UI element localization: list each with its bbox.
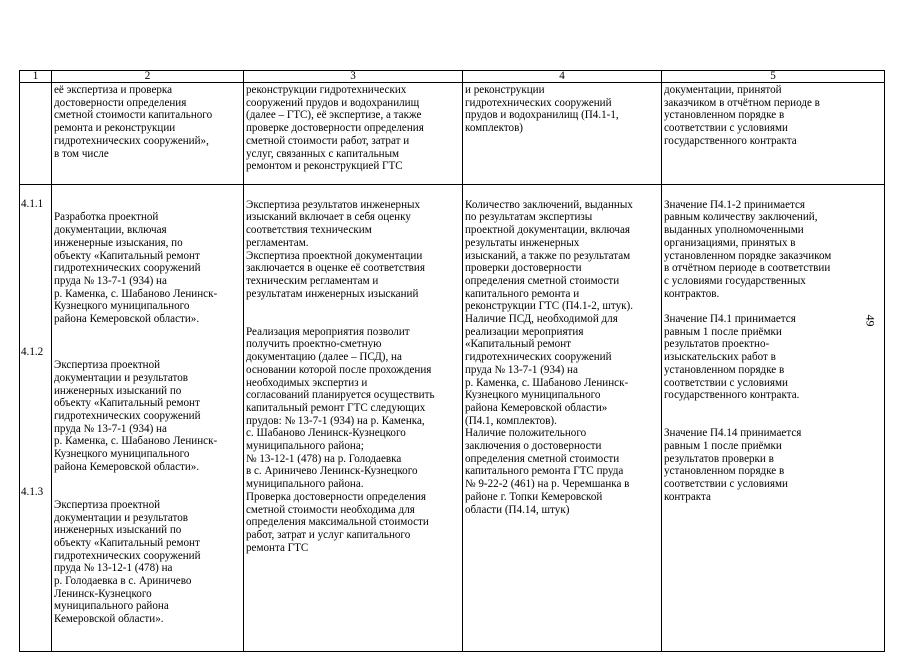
intro-cell-method: документации, принятой заказчиком в отчётном периоде в установленном порядке в соответствии с условиями государственного контракта [662,83,885,185]
table-row-measures [20,185,885,652]
intro-cell-number [20,83,52,185]
table-row-intro [20,83,885,185]
page-number: 49 [863,314,878,327]
item-number: 4.1.3 [21,486,44,499]
measure-numbers-cell [20,185,52,652]
measure-description-cell [244,185,463,652]
method-text: Значение П4.1-2 принимается равным количеству заключений, выданных уполномоченными организациями, принятых в установленном порядке заказчиком в отчётном периоде в соответствии с условиями государственных контрактов. Значение П4.1 принимается равным 1 после приёмки результатов проектно- изыскательских работ в установленном порядке в соответствии с условиями государственного контракта. Значение П4.14 принимается равным 1 после приёмки результатов проверки в установленном порядке в соответствии с условиями контракта [664,198,832,503]
intro-cell-indicator: и реконструкции гидротехнических сооружений прудов и водохранилищ (П4.1-1, комплектов) [463,83,662,185]
intro-cell-name: её экспертиза и проверка достоверности определения сметной стоимости капитального ремонта и реконструкции гидротехнических сооружений», в том числе [52,83,244,185]
header-row [20,71,885,83]
header-cell-2: 2 [52,71,244,83]
measure-indicator-cell [463,185,662,652]
measure-names-cell [52,185,244,652]
header-cell-4: 4 [463,71,662,83]
item-number: 4.1.1 [21,197,44,210]
intro-cell-description: реконструкции гидротехнических сооружений прудов и водохранилищ (далее – ГТС), её экспертизе, а также проверке достоверности определения сметной стоимости работ, затрат и услуг, связанных с капитальным ремонтом и реконструкцией ГТС [244,83,463,185]
indicator-text: Количество заключений, выданных по результатам экспертизы проектной документации, включая результаты инженерных изысканий, а также по результатам проверки достоверности определения сметной стоимости капитального ремонта и реконструкции ГТС (П4.1-2, штук). Наличие ПСД, необходимой для реализации мероприятия «Капитальный ремонт гидротехнических сооружений пруда № 13-7-1 (934) на р. Каменка, с. Шабаново Ленинск- Кузнецкого муниципального района Кемеровской области» (П4.1, комплектов). Наличие положительного заключения о достоверности определения сметной стоимости капитального ремонта ГТС пруда № 9-22-2 (461) на р. Черемшанка в районе г. Топки Кемеровской области (П4.14, штук) [465,198,633,516]
document-table [19,70,885,652]
measure-method-cell [662,185,885,652]
description-text: Экспертиза результатов инженерных изысканий включает в себя оценку соответствия техническим регламентам. Экспертиза проектной документации заключается в оценке её соответствия техническим регламентам и результатам инженерных изысканий Реализация мероприятия позволит получить проектно-сметную документацию (далее – ПСД), на основании которой после прохождения необходимых экспертиз и согласований планируется осуществить капитальный ремонт ГТС следующих прудов: № 13-7-1 (934) на р. Каменка, с. Шабаново Ленинск-Кузнецкого муниципального района; № 13-12-1 (478) на р. Голодаевка в с. Ариничево Ленинск-Кузнецкого муниципального района. Проверка достоверности определения сметной стоимости необходима для определения максимальной стоимости работ, затрат и услуг капитального ремонта ГТС [246,198,435,554]
header-cell-1: 1 [20,71,52,83]
header-cell-3: 3 [244,71,463,83]
header-cell-5: 5 [662,71,885,83]
item-name: Разработка проектной документации, включая инженерные изыскания, по объекту «Капитальный ремонт гидротехнических сооружений пруда № 13-7-1 (934) на р. Каменка, с. Шабаново Ленинск- Кузнецкого муниципального района Кемеровской области». [54,211,218,326]
item-number: 4.1.2 [21,346,44,359]
item-name: Экспертиза проектной документации и результатов инженерных изысканий по объекту «Капитальный ремонт гидротехнических сооружений пруда № 13-7-1 (934) на р. Каменка, с. Шабаново Ленинск- Кузнецкого муниципального района Кемеровской области». [54,359,218,473]
item-name: Экспертиза проектной документации и результатов инженерных изысканий по объекту «Капитальный ремонт гидротехнических сооружений пруда № 13-12-1 (478) на р. Голодаевка в с. Ариничево Ленинск-Кузнецкого муниципального района Кемеровской области». [54,498,201,626]
